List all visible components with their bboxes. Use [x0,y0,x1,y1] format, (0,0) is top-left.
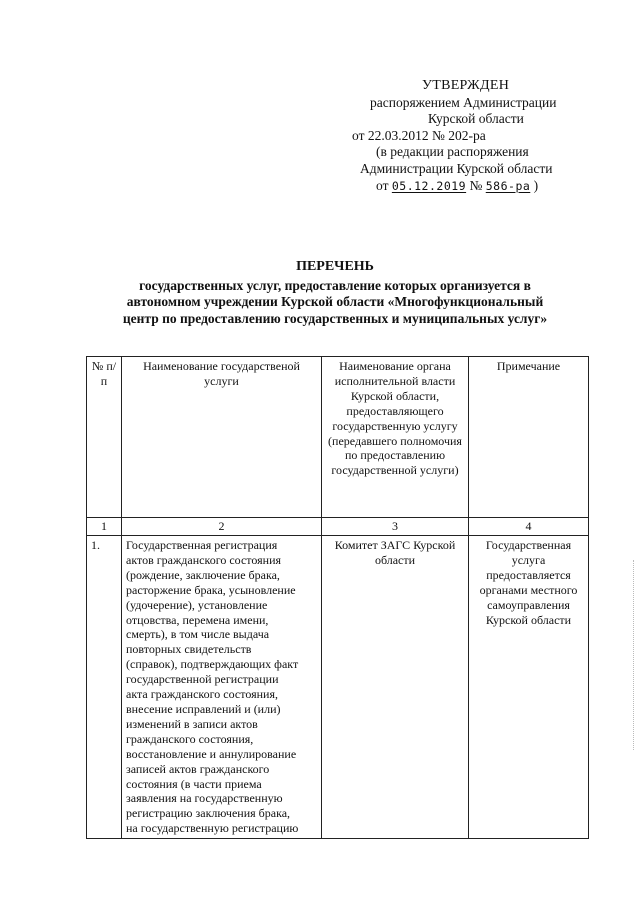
approval-line-3: от 22.03.2012 № 202-ра [352,127,486,143]
col-number: 3 [322,518,469,536]
service-name-line: отцовства, перемена имени, [126,612,269,627]
service-name-line: Государственная регистрация [126,538,278,552]
service-name-line: актов гражданского состояния [126,552,282,567]
col-header-number: № п/п [87,357,122,518]
approval-number: 586-ра [485,178,531,193]
service-name-line: государственной регистрации [126,672,279,687]
col-header-service-name: Наименование государственой услуги [122,357,322,518]
approval-number-prefix: № [469,177,483,193]
service-name-line: регистрацию заключения брака, [126,806,291,821]
row-authority: Комитет ЗАГС Курской области [322,536,469,839]
approval-line-5: Администрации Курской области [360,160,553,176]
row-note: Государственная услуга предоставляется органами местного самоуправления Курской области [469,536,589,839]
col-number: 1 [87,518,122,536]
heading-subtitle-line: центр по предоставлению государственных и муниципальных услуг» [122,310,548,326]
service-name-line: заявления на государственную [126,791,283,806]
table-row [87,536,589,839]
col-number: 2 [122,518,322,536]
margin-marks [633,560,638,750]
approval-close-paren: ) [533,177,539,193]
approval-date: 05.12.2019 [391,178,467,193]
service-name-line: (рождение, заключение брака, [126,567,280,582]
table-header-row [87,357,589,518]
service-name-line: изменений в записи актов [126,716,258,731]
approval-line-4: (в редакции распоряжения [376,144,529,160]
document-heading [80,259,590,327]
services-table [86,356,589,839]
service-name-line: акта гражданского состояния, [126,687,278,702]
approval-line-6 [340,178,610,195]
service-name-line: записей актов гражданского [126,761,270,776]
service-name-line: расторжение брака, усыновление [126,582,296,597]
service-name-line: (справок), подтверждающих факт [126,657,299,672]
col-header-note: Примечание [469,357,589,518]
approval-line-1: распоряжением Администрации [370,94,557,110]
col-number: 4 [469,518,589,536]
approval-stamp [340,78,610,194]
heading-subtitle-line: государственных услуг, предоставление которых организуется в [139,277,531,293]
service-name-line: восстановление и аннулирование [126,746,297,761]
service-name-line: внесение исправлений и (или) [126,701,281,716]
heading-subtitle-line: автономном учреждении Курской области «Многофункциональный [126,294,544,309]
col-header-authority: Наименование органа исполнительной власти Курской области, предоставляющего государственную услугу (передавшего полномочия по предоставлению государственной услуги) [322,357,469,518]
approval-date-prefix: от [376,177,389,193]
row-number: 1. [87,536,122,839]
service-name-line: смерть), в том числе выдача [126,627,270,642]
service-name-line: состояния (в части приема [126,776,262,791]
approval-title: УТВЕРЖДЕН [422,78,510,93]
service-name-line: на государственную регистрацию [126,821,299,836]
approval-line-2: Курской области [428,111,524,127]
service-name-line: повторных свидетельств [126,642,252,657]
service-name-line: гражданского состояния, [126,731,254,746]
row-service-name [122,536,322,839]
heading-title: ПЕРЕЧЕНЬ [296,259,374,274]
service-name-line: (удочерение), установление [126,597,268,612]
table-column-numbers-row [87,518,589,536]
